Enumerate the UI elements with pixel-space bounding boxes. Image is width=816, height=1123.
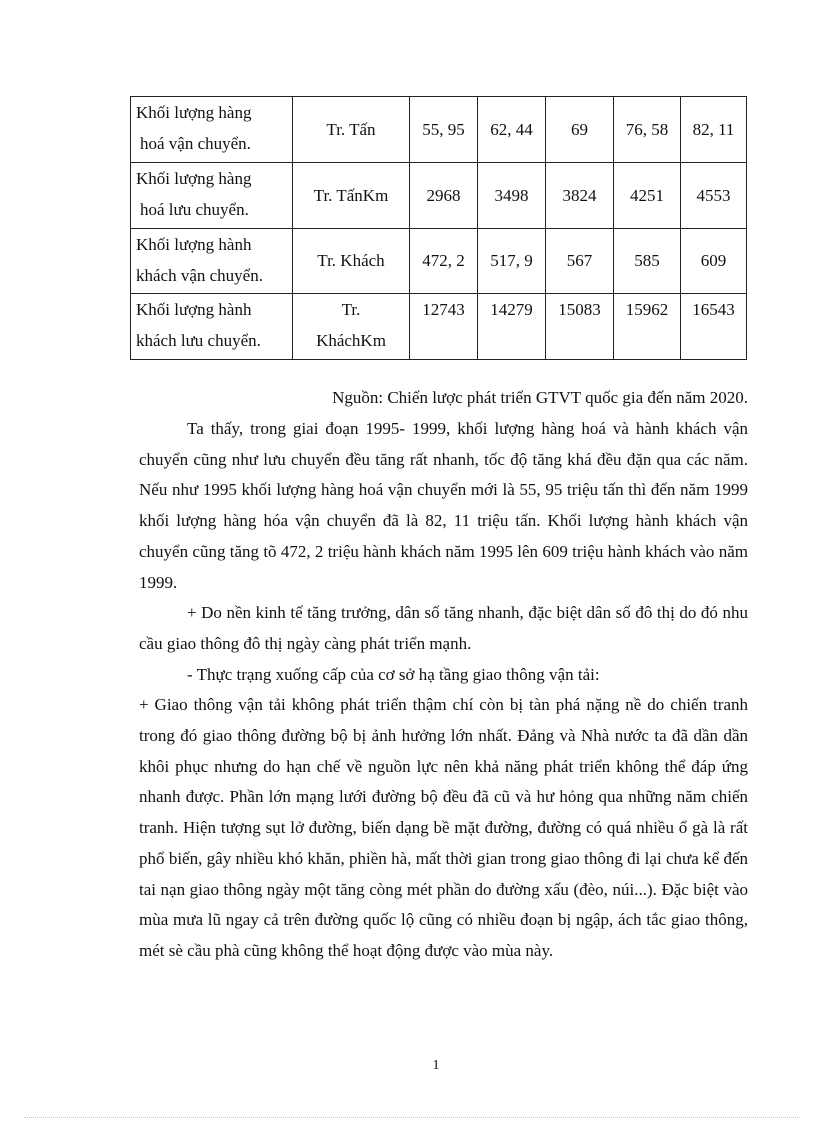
- row-label-line: Khối lượng hành: [136, 300, 252, 320]
- value-cell: 4553: [681, 162, 747, 228]
- body-text: [139, 414, 748, 967]
- table-row: [131, 294, 747, 360]
- value-cell: 517, 9: [478, 228, 546, 294]
- value-cell: 4251: [614, 162, 681, 228]
- value-cell: 567: [546, 228, 614, 294]
- value-cell: 55, 95: [410, 97, 478, 163]
- unit-cell: [293, 294, 410, 360]
- table-row: [131, 228, 747, 294]
- row-label-line: khách vận chuyển.: [136, 265, 263, 285]
- value-cell: 609: [681, 228, 747, 294]
- page-number: 1: [432, 1058, 440, 1073]
- row-label-line: khách lưu chuyển.: [136, 331, 261, 351]
- unit-cell: Tr. Khách: [293, 228, 410, 294]
- unit-cell: Tr. Tấn: [293, 97, 410, 163]
- value-cell: 3498: [478, 162, 546, 228]
- row-label-cell: [131, 97, 293, 163]
- paragraph: + Do nền kinh tế tăng trưởng, dân số tăng nhanh, đặc biệt dân số đô thị do đó nhu cầu giao thông đô thị ngày càng phát triển mạnh.: [139, 603, 748, 653]
- value-cell: 16543: [681, 294, 747, 360]
- unit-line: KháchKm: [316, 331, 386, 351]
- statistics-table: [130, 96, 747, 360]
- page-divider: [24, 1117, 800, 1118]
- row-label-line: Khối lượng hành: [136, 234, 252, 254]
- row-label-cell: [131, 228, 293, 294]
- value-cell: 12743: [410, 294, 478, 360]
- row-label-cell: [131, 294, 293, 360]
- value-cell: 62, 44: [478, 97, 546, 163]
- source-citation: Nguồn: Chiến lược phát triển GTVT quốc gia đến năm 2020.: [332, 388, 748, 407]
- paragraph: - Thực trạng xuống cấp của cơ sở hạ tầng giao thông vận tải:: [187, 664, 600, 684]
- table-row: [131, 162, 747, 228]
- value-cell: 472, 2: [410, 228, 478, 294]
- row-label-line: hoá vận chuyển.: [140, 134, 251, 153]
- row-label-cell: [131, 162, 293, 228]
- value-cell: 15962: [614, 294, 681, 360]
- table-row: [131, 97, 747, 163]
- value-cell: 14279: [478, 294, 546, 360]
- value-cell: 2968: [410, 162, 478, 228]
- row-label-line: Khối lượng hàng: [136, 168, 252, 188]
- row-label-line: Khối lượng hàng: [136, 103, 252, 122]
- value-cell: 69: [546, 97, 614, 163]
- paragraph: Ta thấy, trong giai đoạn 1995- 1999, khối lượng hàng hoá và hành khách vận chuyển cũng như lưu chuyển đều tăng rất nhanh, tốc độ tăng khá đều đặn qua các năm. Nếu như 1995 khối lượng hàng hoá vận chuyển mới là 55, 95 triệu tấn thì đến năm 1999 khối lượng hàng hóa vận chuyển đã là 82, 11 triệu tấn. Khối lượng hành khách vận chuyển cũng tăng tõ 472, 2 triệu hành khách năm 1995 lên 609 triệu hành khách vào năm 1999.: [139, 419, 748, 592]
- value-cell: 82, 11: [681, 97, 747, 163]
- unit-cell: Tr. TấnKm: [293, 162, 410, 228]
- value-cell: 3824: [546, 162, 614, 228]
- paragraph: + Giao thông vận tải không phát triển thậm chí còn bị tàn phá nặng nề do chiến tranh trong đó giao thông đường bộ bị ảnh hưởng lớn nhất. Đảng và Nhà nước ta đã dần dần khôi phục nhưng do hạn chế về nguồn lực nên khả năng phát triển không thể đáp ứng nhanh được. Phần lớn mạng lưới đường bộ đều đã cũ và hư hỏng qua những năm chiến tranh. Hiện tượng sụt lở đường, biến dạng bề mặt đường, đường có quá nhiều ổ gà là rất phổ biến, gây nhiều khó khăn, phiền hà, mất thời gian trong giao thông đi lại chưa kể đến tai nạn giao thông ngày một tăng còng mét phần do đường xấu (đèo, núi...). Đặc biệt vào mùa mưa lũ ngay cả trên đường quốc lộ cũng có nhiều đoạn bị ngập, ách tắc giao thông, mét sè cầu phà cũng không thể hoạt động được vào mùa này.: [139, 695, 748, 960]
- unit-line: Tr.: [341, 300, 361, 320]
- value-cell: 76, 58: [614, 97, 681, 163]
- value-cell: 585: [614, 228, 681, 294]
- value-cell: 15083: [546, 294, 614, 360]
- row-label-line: hoá lưu chuyển.: [140, 199, 249, 219]
